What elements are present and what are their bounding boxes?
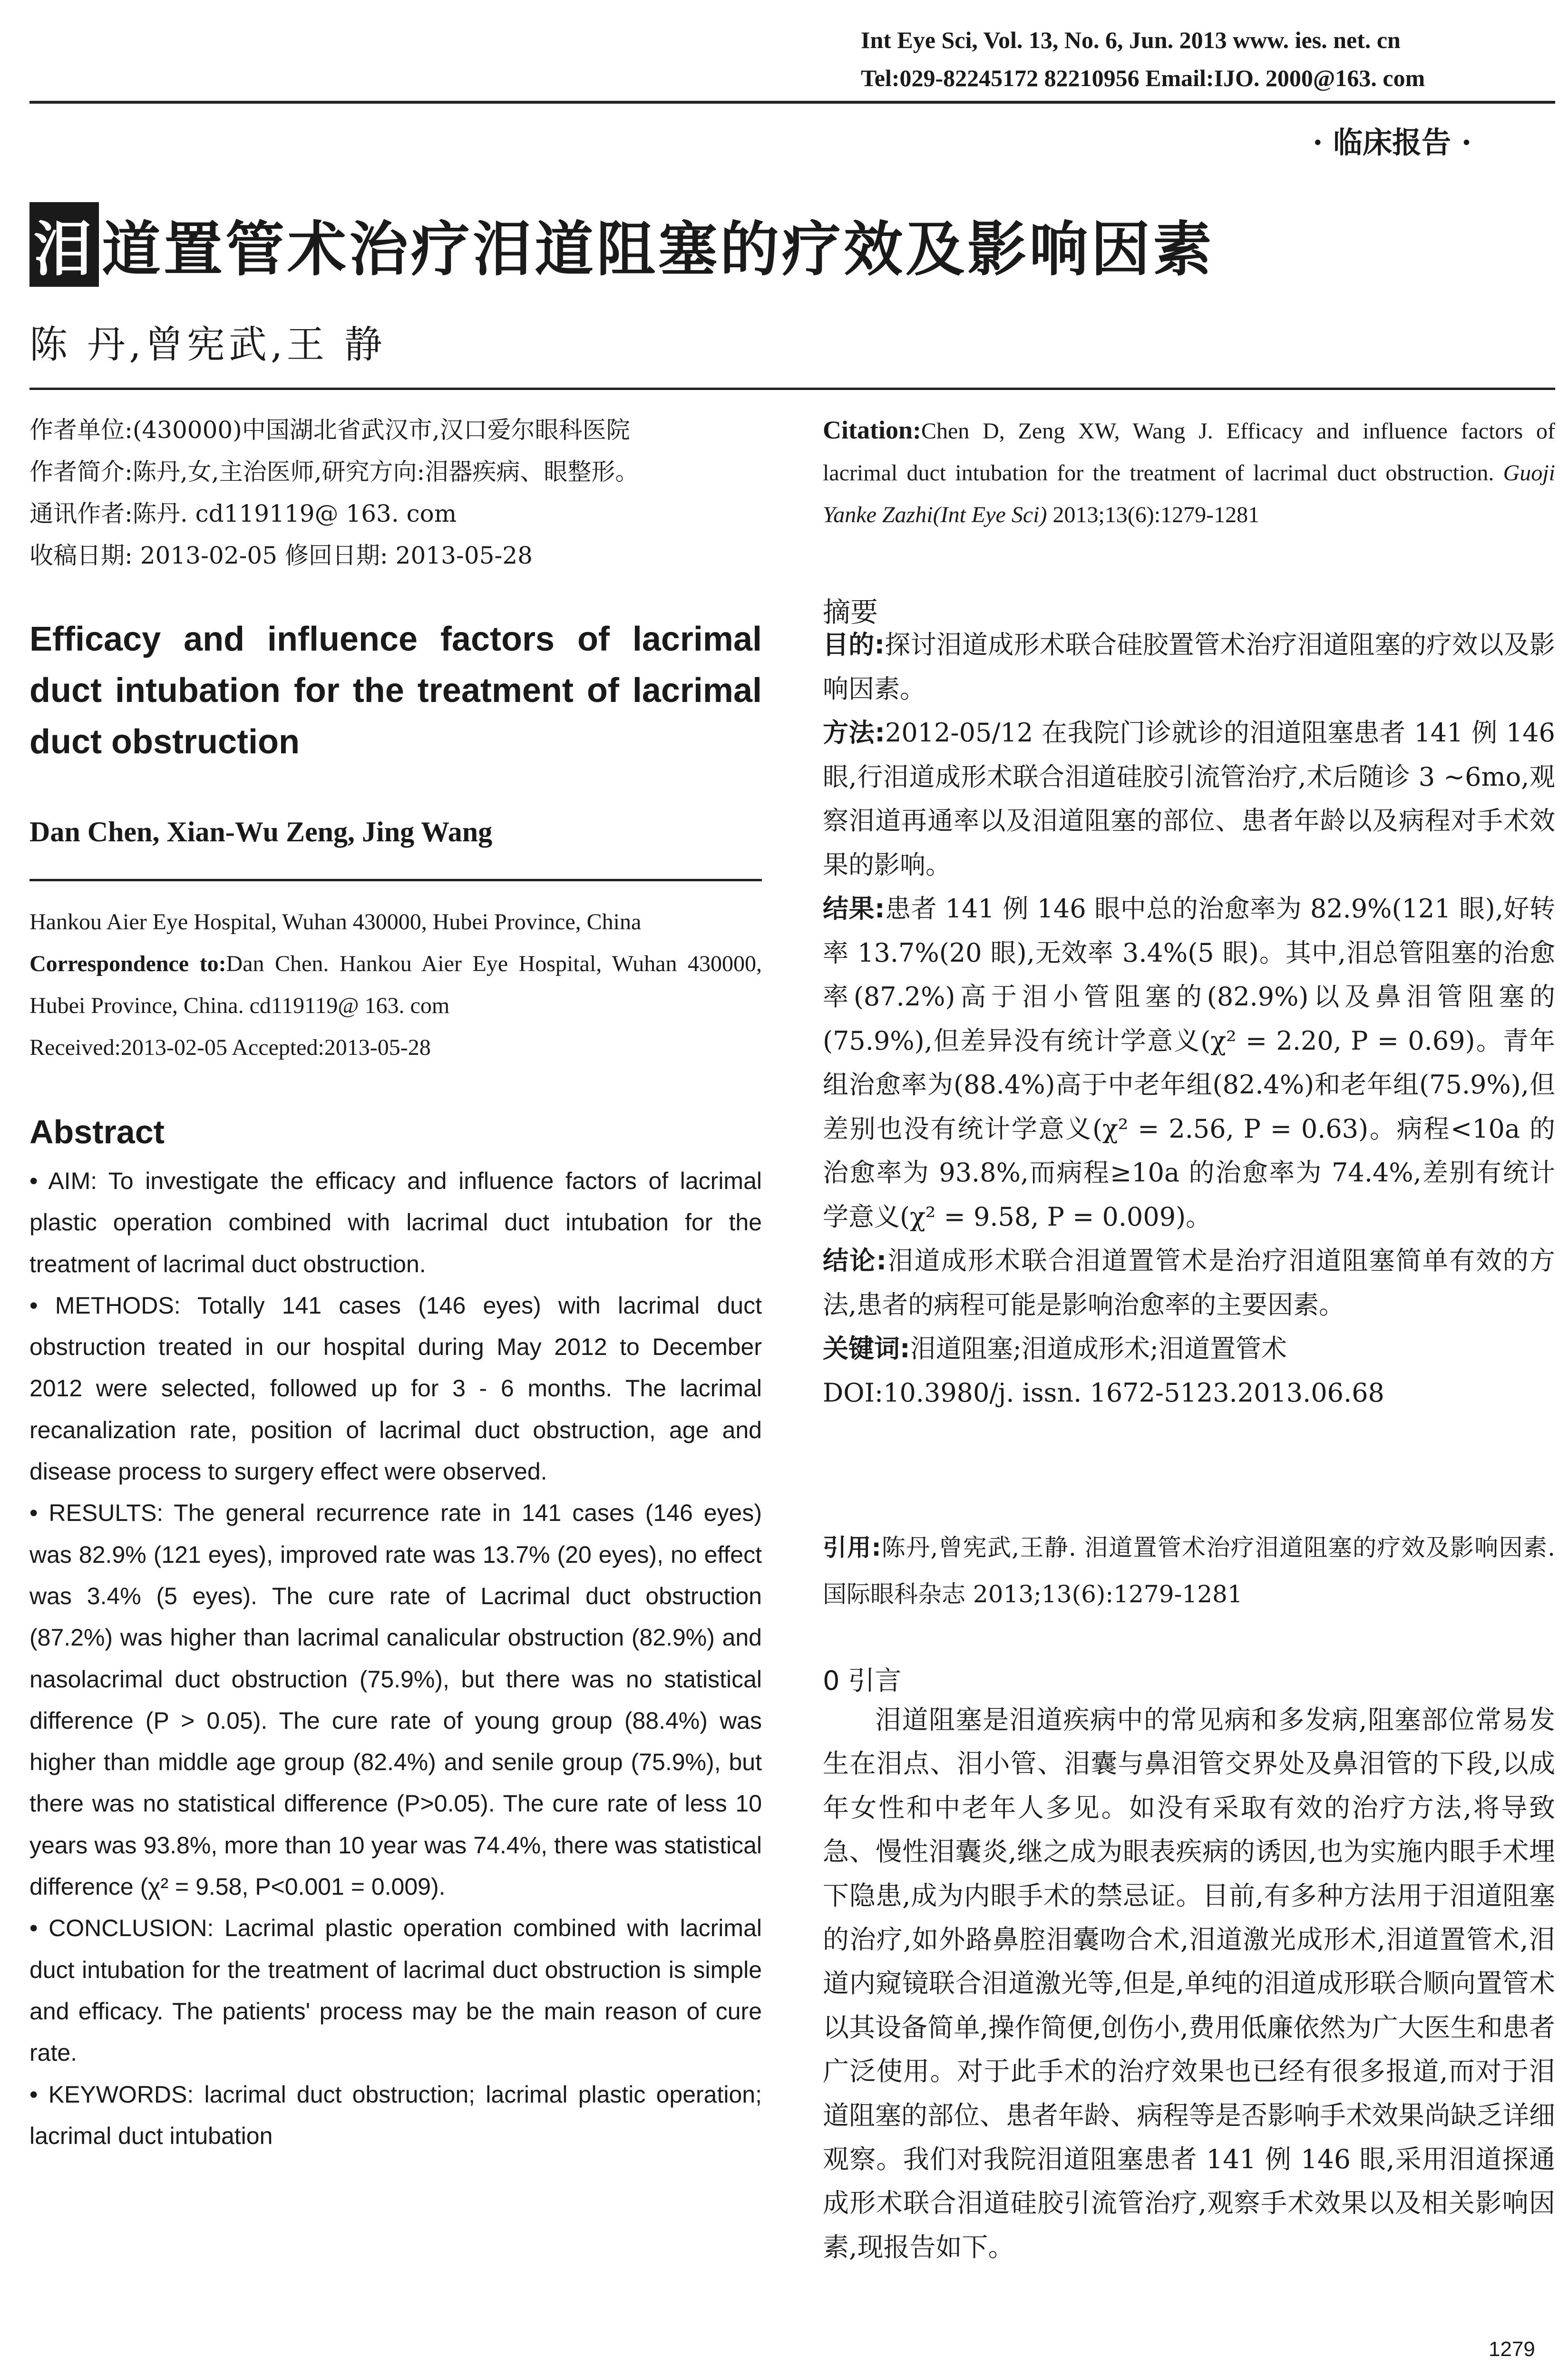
cn-affiliation: 作者单位:(430000)中国湖北省武汉市,汉口爱尔眼科医院 — [29, 416, 630, 444]
cn-correspondence: 通讯作者:陈丹. cd119119@ 163. com — [29, 500, 457, 527]
mudi-text: 探讨泪道成形术联合硅胶置管术治疗泪道阻塞的疗效以及影响因素。 — [823, 630, 1555, 704]
correspondence-text: Dan Chen. Hankou Aier Eye Hospital, Wuhan 430000, Hubei Province, China. cd119119@ 163. com — [29, 951, 762, 1018]
header-divider — [29, 101, 1555, 104]
cn-author-bio: 作者简介:陈丹,女,主治医师,研究方向:泪器疾病、眼整形。 — [29, 458, 639, 486]
yinyong — [823, 1524, 1555, 1617]
yinyong-text: 陈丹,曾宪武,王静. 泪道置管术治疗泪道阻塞的疗效及影响因素. 国际眼科杂志 2013;13(6):1279-1281 — [823, 1534, 1555, 1608]
citation-journal: Guoji Yanke Zazhi(Int Eye Sci) — [823, 460, 1555, 527]
title-divider — [29, 388, 1555, 390]
jielun-label: 结论: — [823, 1246, 887, 1276]
citation — [823, 409, 1555, 536]
zhaiyao-heading: 摘要 — [823, 596, 878, 628]
jieguo-text: 患者 141 例 146 眼中总的治愈率为 82.9%(121 眼),好转率 13.7%(20 眼),无效率 3.4%(5 眼)。其中,泪总管阻塞的治愈率(87.2%)高于泪小管阻塞的(82.9%)以及鼻泪管阻塞的(75.9%),但差异没有统计学意义(χ² = 2.20, P = 0.69)。青年组治愈率为(88.4%)高于中老年组(82.4%)和老年组(75.9%),但差别也没有统计学意义(χ² = 2.56, P = 0.63)。病程<10a 的治愈率为 93.8%,而病程≥10a 的治愈率为 74.4%,差别有统计学意义(χ² = 9.58, P = 0.009)。 — [823, 894, 1555, 1232]
cn-dates: 收稿日期: 2013-02-05 修回日期: 2013-05-28 — [29, 542, 533, 569]
keywords-label: 关键词: — [823, 1334, 910, 1364]
authors-cn: 陈 丹,曾宪武,王 静 — [29, 322, 386, 367]
page-number: 1279 — [1489, 2338, 1535, 2361]
abstract-aim: • AIM: To investigate the efficacy and influence factors of lacrimal plastic operation combined with lacrimal duct intubation for the treatment of lacrimal duct obstruction. — [29, 1168, 762, 1277]
title-first-char: 泪 — [29, 202, 99, 287]
correspondence-label: Correspondence to: — [29, 951, 226, 976]
intro-body: 泪道阻塞是泪道疾病中的常见病和多发病,阻塞部位常易发生在泪点、泪小管、泪囊与鼻泪管交界处及鼻泪管的下段,以成年女性和中老年人多见。如没有采取有效的治疗方法,将导致急、慢性泪囊炎,继之成为眼表疾病的诱因,也为实施内眼手术埋下隐患,成为内眼手术的禁忌证。目前,有多种方法用于泪道阻塞的治疗,如外路鼻腔泪囊吻合术,泪道激光成形术,泪道置管术,泪道内窥镜联合泪道激光等,但是,单纯的泪道成形联合顺向置管术以其设备简单,操作简便,创伤小,费用低廉依然为广大医生和患者广泛使用。对于此手术的治疗效果也已经有很多报道,而对于泪道阻塞的部位、患者年龄、病程等是否影响手术效果尚缺乏详细观察。我们对我院泪道阻塞患者 141 例 146 眼,采用泪道探通成形术联合泪道硅胶引流管治疗,观察手术效果以及相关影响因素,现报告如下。 — [823, 1705, 1556, 2262]
jieguo-label: 结果: — [823, 894, 885, 924]
journal-header-line2: Tel:029-82245172 82210956 Email:IJO. 2000@163. com — [861, 65, 1425, 91]
journal-header-line1: Int Eye Sci, Vol. 13, No. 6, Jun. 2013 www. ies. net. cn — [861, 27, 1401, 53]
zhaiyao-doi: DOI:10.3980/j. issn. 1672-5123.2013.06.68 — [823, 1377, 1384, 1408]
jielun-text: 泪道成形术联合泪道置管术是治疗泪道阻塞简单有效的方法,患者的病程可能是影响治愈率的主要因素。 — [823, 1246, 1555, 1320]
zhaiyao-body — [823, 623, 1555, 1415]
fangfa-text: 2012-05/12 在我院门诊就诊的泪道阻塞患者 141 例 146 眼,行泪道成形术联合泪道硅胶引流管治疗,术后随诊 3 ~6mo,观察泪道再通率以及泪道阻塞的部位、患者年龄以及病程对手术效果的影响。 — [823, 718, 1555, 880]
zhaiyao-jieguo — [823, 887, 1555, 1239]
cn-author-info — [29, 409, 762, 576]
zhaiyao-keywords — [823, 1327, 1555, 1371]
citation-label: Citation: — [823, 416, 921, 444]
title-rest: 道置管术治疗泪道阻塞的疗效及影响因素 — [102, 215, 1215, 284]
intro-heading: 0 引言 — [823, 1666, 902, 1696]
zhaiyao-jielun — [823, 1239, 1555, 1327]
abstract-body — [29, 1160, 762, 2157]
abstract-conclusion: • CONCLUSION: Lacrimal plastic operation combined with lacrimal duct intubation for the treatment of lacrimal duct obstruction is simple and efficacy. The patients' process may be the main reason of cure rate. — [29, 1915, 762, 2066]
section-tag: · 临床报告 · — [1313, 125, 1472, 160]
en-authors-divider — [29, 879, 762, 881]
en-title: Efficacy and influence factors of lacrimal duct intubation for the treatment of lacrimal duct obstruction — [29, 620, 762, 761]
yinyong-label: 引用: — [823, 1534, 881, 1561]
en-affiliation: Hankou Aier Eye Hospital, Wuhan 430000, Hubei Province, China — [29, 909, 642, 935]
en-authors: Dan Chen, Xian-Wu Zeng, Jing Wang — [29, 816, 493, 848]
paper-title — [29, 202, 1215, 287]
citation-text: Chen D, Zeng XW, Wang J. Efficacy and influence factors of lacrimal duct intubation for the treatment of lacrimal duct obstruction. — [823, 419, 1555, 486]
abstract-keywords: • KEYWORDS: lacrimal duct obstruction; lacrimal plastic operation; lacrimal duct intubation — [29, 2081, 762, 2149]
mudi-label: 目的: — [823, 630, 885, 660]
en-dates: Received:2013-02-05 Accepted:2013-05-28 — [29, 1035, 431, 1060]
abstract-heading: Abstract — [29, 1113, 165, 1150]
abstract-results: • RESULTS: The general recurrence rate in 141 cases (146 eyes) was 82.9% (121 eyes), improved rate was 13.7% (20 eyes), no effect was 3.4% (5 eyes). The cure rate of Lacrimal duct obstruction (87.2%) was higher than lacrimal canalicular obstruction (82.9%) and nasolacrimal duct obstruction (75.9%), but there was no statistical difference (P > 0.05). The cure rate of young group (88.4%) was higher than middle age group (82.4%) and senile group (75.9%), but there was no statistical difference (P>0.05). The cure rate of less 10 years was 93.8%, more than 10 year was 74.4%, there was statistical difference (χ² = 9.58, P<0.001 = 0.009). — [29, 1500, 762, 1900]
citation-tail: 2013;13(6):1279-1281 — [1052, 502, 1260, 527]
en-correspondence — [29, 943, 762, 1027]
fangfa-label: 方法: — [823, 718, 885, 748]
keywords-text: 泪道阻塞;泪道成形术;泪道置管术 — [910, 1334, 1287, 1364]
zhaiyao-mudi — [823, 623, 1555, 711]
abstract-methods: • METHODS: Totally 141 cases (146 eyes) with lacrimal duct obstruction treated in our hospital during May 2012 to December 2012 were selected, followed up for 3 - 6 months. The lacrimal recanalization rate, position of lacrimal duct obstruction, age and disease process to surgery effect were observed. — [29, 1292, 762, 1485]
en-author-info — [29, 901, 762, 1069]
zhaiyao-fangfa — [823, 711, 1555, 887]
